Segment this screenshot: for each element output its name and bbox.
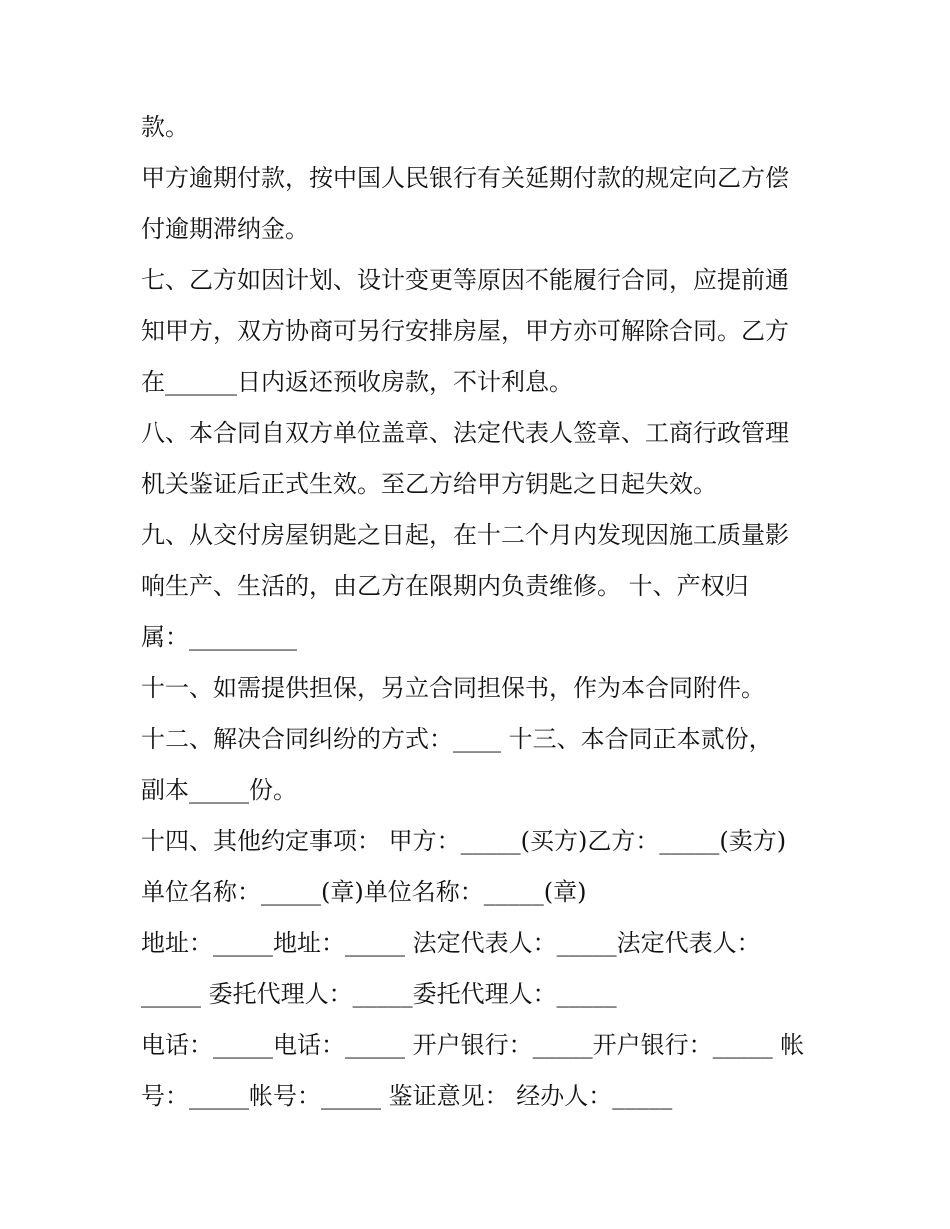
text-line: 十二、解决合同纠纷的方式：____ 十三、本合同正本贰份， — [141, 725, 773, 753]
text-line: _____ 委托代理人：_____委托代理人：_____ — [141, 980, 617, 1008]
text-line: 知甲方，双方协商可另行安排房屋，甲方亦可解除合同。乙方 — [141, 317, 789, 345]
contract-text — [141, 102, 821, 1122]
text-line: 十四、其他约定事项： 甲方：_____(买方)乙方：_____(卖方) — [141, 827, 787, 855]
text-line: 在______日内返还预收房款，不计利息。 — [141, 368, 573, 396]
text-line: 十一、如需提供担保，另立合同担保书，作为本合同附件。 — [141, 674, 765, 702]
text-line: 八、本合同自双方单位盖章、法定代表人签章、工商行政管理 — [141, 419, 789, 447]
text-line: 响生产、生活的，由乙方在限期内负责维修。 十、产权归 — [141, 572, 749, 600]
text-line: 单位名称：_____(章)单位名称：_____(章) — [141, 878, 587, 906]
text-line: 款。 — [141, 113, 189, 141]
text-line: 副本_____份。 — [141, 776, 297, 804]
text-line: 九、从交付房屋钥匙之日起，在十二个月内发现因施工质量影 — [141, 521, 789, 549]
text-line: 电话：_____电话：_____ 开户银行：_____开户银行：_____ 帐 — [141, 1031, 805, 1059]
text-line: 机关鉴证后正式生效。至乙方给甲方钥匙之日起失效。 — [141, 470, 717, 498]
text-line: 属：_________ — [141, 623, 297, 651]
text-line: 甲方逾期付款，按中国人民银行有关延期付款的规定向乙方偿 — [141, 164, 789, 192]
text-line: 七、乙方如因计划、设计变更等原因不能履行合同，应提前通 — [141, 266, 789, 294]
text-line: 地址：_____地址：_____ 法定代表人：_____法定代表人： — [141, 929, 761, 957]
text-line: 号：_____帐号：_____ 鉴证意见： 经办人：_____ — [141, 1082, 673, 1110]
text-line: 付逾期滞纳金。 — [141, 215, 309, 243]
